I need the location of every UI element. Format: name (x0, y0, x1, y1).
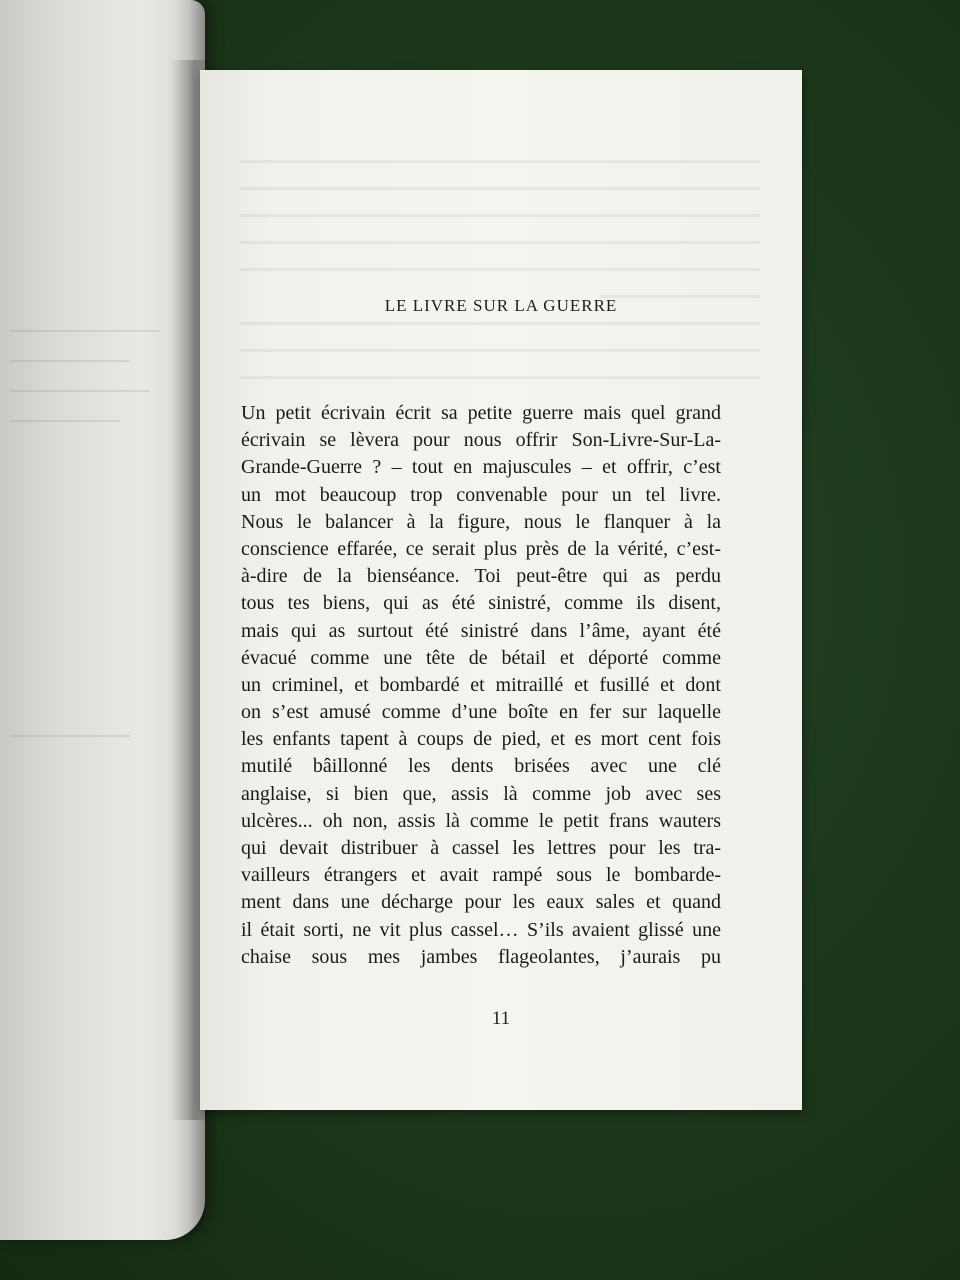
text-line: mais qui as surtout été sinistré dans l’âme, ayant été (241, 619, 721, 642)
show-through-line (240, 187, 760, 190)
show-through-line (240, 349, 760, 352)
text-line: évacué comme une tête de bétail et déporté comme (241, 646, 721, 669)
right-page (200, 70, 802, 1110)
show-through-line (10, 420, 120, 422)
text-line: vailleurs étrangers et avait rampé sous le bombarde- (241, 864, 721, 887)
show-through-line (240, 322, 760, 325)
show-through-line (10, 390, 150, 392)
text-line: tous tes biens, qui as été sinistré, comme ils disent, (241, 592, 721, 615)
text-line: conscience effarée, ce serait plus près de la vérité, c’est- (241, 537, 721, 560)
text-line: écrivain se lèvera pour nous offrir Son-Livre-Sur-La- (241, 429, 721, 452)
text-line: chaise sous mes jambes flageolantes, j’aurais pu (241, 945, 721, 968)
text-line: Un petit écrivain écrit sa petite guerre mais quel grand (241, 402, 721, 424)
text-line: qui devait distribuer à cassel les lettres pour les tra- (241, 837, 721, 859)
body-text (241, 400, 721, 971)
text-line: on s’est amusé comme d’une boîte en fer sur laquelle (241, 701, 721, 724)
text-line: à-dire de la bienséance. Toi peut-être qui as perdu (241, 565, 721, 588)
show-through-line (240, 160, 760, 163)
text-line: Nous le balancer à la figure, nous le flanquer à la (241, 510, 721, 533)
show-through-line (10, 735, 130, 737)
show-through-line (240, 376, 760, 379)
show-through-line (240, 268, 760, 271)
text-line: un mot beaucoup trop convenable pour un tel livre. (241, 483, 721, 506)
text-line: mutilé bâillonné les dents brisées avec une clé (241, 755, 721, 778)
text-line: anglaise, si bien que, assis là comme job avec ses (241, 782, 721, 805)
page-number: 11 (491, 1008, 511, 1029)
chapter-title: LE LIVRE SUR LA GUERRE (384, 296, 618, 315)
show-through-line (240, 241, 760, 244)
show-through-line (10, 330, 160, 332)
text-line: ulcères... oh non, assis là comme le petit frans wauters (241, 809, 721, 832)
text-line: ment dans une décharge pour les eaux sales et quand (241, 891, 721, 914)
text-line: Grande-Guerre ? – tout en majuscules – et offrir, c’est (241, 456, 721, 479)
text-line: un criminel, et bombardé et mitraillé et fusillé et dont (241, 673, 721, 696)
show-through-line (10, 360, 130, 362)
text-line: les enfants tapent à coups de pied, et es mort cent fois (241, 728, 721, 751)
show-through-line (240, 214, 760, 217)
text-line: il était sorti, ne vit plus cassel… S’ils avaient glissé une (241, 918, 721, 941)
